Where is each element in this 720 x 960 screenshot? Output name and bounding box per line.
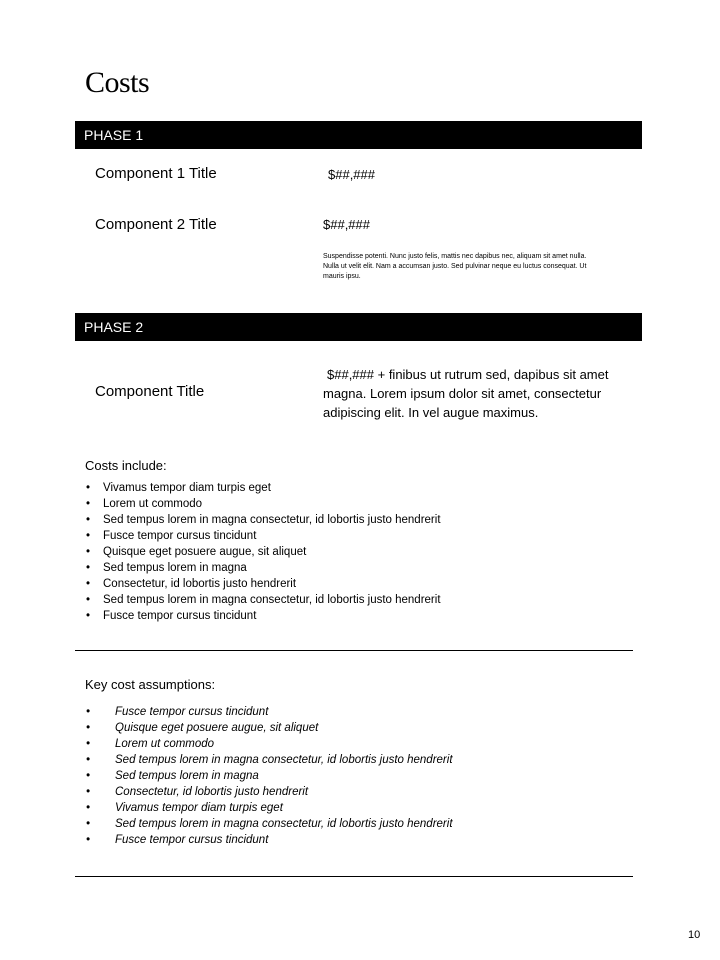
- list-item: • Fusce tempor cursus tincidunt: [85, 608, 441, 624]
- list-item: • Lorem ut commodo: [85, 736, 453, 752]
- list-item: • Sed tempus lorem in magna: [85, 560, 441, 576]
- list-item: • Sed tempus lorem in magna consectetur, id lobortis justo hendrerit: [85, 752, 453, 768]
- phase-2-component-title: Component Title: [95, 383, 205, 400]
- list-item: • Quisque eget posuere augue, sit aliquet: [85, 544, 441, 560]
- component-2-description: Suspendisse potenti. Nunc justo felis, mattis nec dapibus nec, aliquam sit amet nulla. Nulla ut velit elit. Nam a accumsan justo. Sed pulvinar neque eu luctus consequat. Ut mauris ipsu.: [323, 253, 587, 280]
- page-title: Costs: [85, 66, 150, 99]
- divider: [75, 876, 633, 877]
- component-1-title: Component 1 Title: [95, 165, 217, 182]
- assumptions-list: [85, 704, 453, 848]
- component-1-price: $##,###: [328, 167, 375, 182]
- costs-include-heading: Costs include:: [85, 458, 167, 473]
- phase-2-component-text: + finibus ut rutrum sed, dapibus sit amet magna. Lorem ipsum dolor sit amet, consectetur adipiscing elit. In vel augue maximus.: [323, 367, 609, 420]
- costs-include-list: [85, 480, 441, 624]
- phase-2-component-description: [323, 365, 633, 422]
- list-item: • Vivamus tempor diam turpis eget: [85, 800, 453, 816]
- list-item: • Fusce tempor cursus tincidunt: [85, 704, 453, 720]
- list-item: • Fusce tempor cursus tincidunt: [85, 528, 441, 544]
- list-item: • Consectetur, id lobortis justo hendrerit: [85, 784, 453, 800]
- list-item: • Vivamus tempor diam turpis eget: [85, 480, 441, 496]
- list-item: • Quisque eget posuere augue, sit aliquet: [85, 720, 453, 736]
- list-item: • Sed tempus lorem in magna: [85, 768, 453, 784]
- component-2-price: $##,###: [323, 217, 370, 232]
- page-number: 10: [688, 929, 701, 941]
- list-item: • Fusce tempor cursus tincidunt: [85, 832, 453, 848]
- phase-2-component-price: $##,###: [327, 367, 374, 382]
- list-item: • Sed tempus lorem in magna consectetur, id lobortis justo hendrerit: [85, 512, 441, 528]
- list-item: • Sed tempus lorem in magna consectetur, id lobortis justo hendrerit: [85, 816, 453, 832]
- assumptions-heading: Key cost assumptions:: [85, 677, 216, 692]
- component-2-title: Component 2 Title: [95, 216, 217, 233]
- divider: [75, 650, 633, 651]
- list-item: • Consectetur, id lobortis justo hendrerit: [85, 576, 441, 592]
- list-item: • Lorem ut commodo: [85, 496, 441, 512]
- phase-2-header: PHASE 2: [75, 313, 642, 341]
- phase-1-header: PHASE 1: [75, 121, 642, 149]
- list-item: • Sed tempus lorem in magna consectetur, id lobortis justo hendrerit: [85, 592, 441, 608]
